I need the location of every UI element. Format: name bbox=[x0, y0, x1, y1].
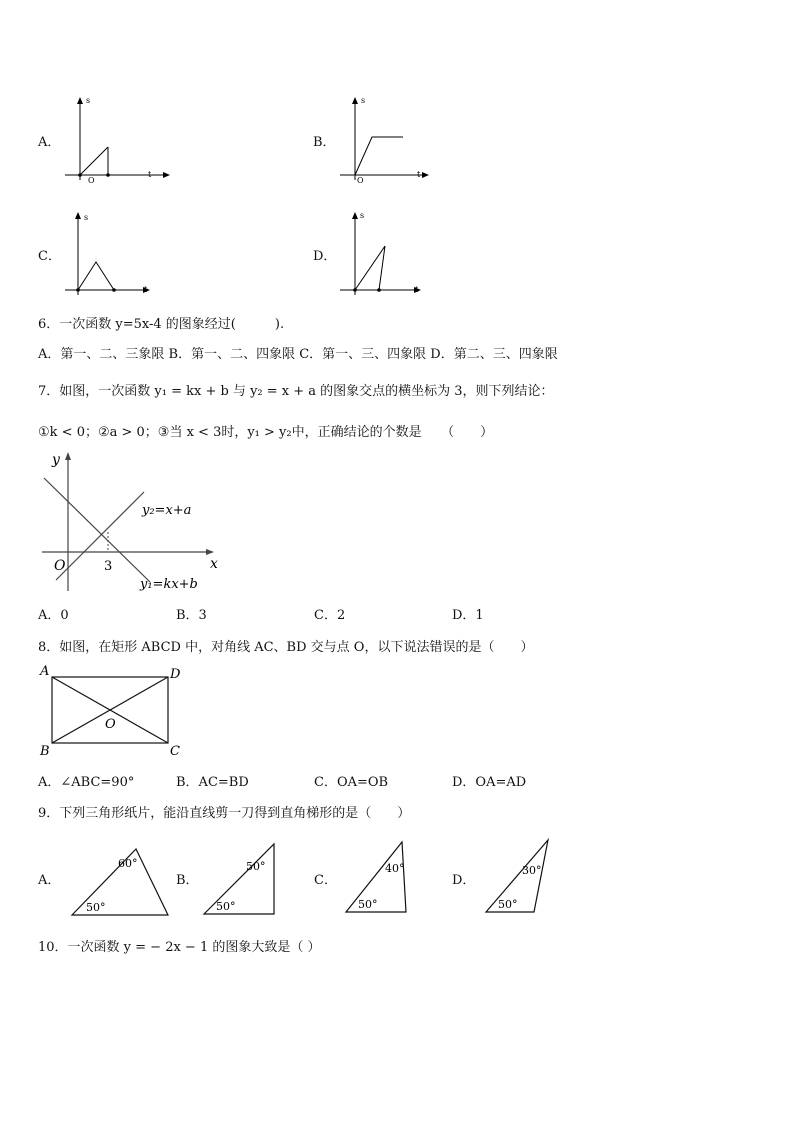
q9-option-d-label: D． bbox=[452, 873, 476, 888]
q7-conditions: ①k < 0；②a > 0；③当 x < 3时，y₁ > y₂中，正确结论的个数是 （ ） bbox=[38, 425, 494, 440]
q10-stem: 10．一次函数 y = − 2x − 1 的图象大致是（ ） bbox=[38, 940, 321, 955]
q5-b-s-label: s bbox=[361, 96, 366, 105]
q9-d-base-angle: 50° bbox=[498, 898, 518, 911]
q9-option-b-label: B． bbox=[176, 873, 199, 888]
q9-d-top-angle: 30° bbox=[522, 864, 542, 877]
q5-c-s-label: s bbox=[84, 213, 89, 222]
q7-line2-label: y₂=x+a bbox=[142, 503, 192, 518]
q7-origin: O bbox=[54, 558, 66, 574]
q7-option-b[interactable]: B．3 bbox=[176, 608, 207, 623]
q5-option-b-label: B． bbox=[313, 135, 336, 150]
q9-stem: 9．下列三角形纸片，能沿直线剪一刀得到直角梯形的是（ ） bbox=[38, 806, 411, 821]
q5-d-s-label: s bbox=[360, 211, 365, 220]
q9-c-top-angle: 40° bbox=[385, 862, 405, 875]
q8-label-o: O bbox=[105, 717, 116, 732]
q8-option-a[interactable]: A．∠ABC=90° bbox=[38, 775, 135, 790]
q5-graph-b[interactable] bbox=[335, 95, 435, 185]
q7-stem: 7．如图，一次函数 y₁ = kx + b 与 y₂ = x + a 的图象交点的横坐标为 3，则下列结论： bbox=[38, 384, 554, 399]
q9-c-base-angle: 50° bbox=[358, 898, 378, 911]
q7-x-label: x bbox=[210, 556, 218, 572]
q5-option-c-label: C． bbox=[38, 249, 61, 264]
q5-a-s-label: s bbox=[86, 96, 91, 105]
q8-label-b: B bbox=[40, 744, 50, 759]
q7-option-a[interactable]: A．0 bbox=[38, 608, 69, 623]
q6-options[interactable]: A．第一、二、三象限 B．第一、二、四象限 C．第一、三、四象限 D．第二、三、四象限 bbox=[38, 347, 558, 362]
q8-option-c[interactable]: C．OA=OB bbox=[314, 775, 389, 790]
q9-b-top-angle: 50° bbox=[246, 860, 266, 873]
q8-stem: 8．如图，在矩形 ABCD 中，对角线 AC、BD 交与点 O，以下说法错误的是（ ） bbox=[38, 640, 534, 655]
q5-b-t-label: t bbox=[417, 170, 421, 179]
q6-stem: 6．一次函数 y=5x-4 的图象经过( ). bbox=[38, 317, 285, 332]
q9-option-a-label: A． bbox=[38, 873, 61, 888]
q8-label-c: C bbox=[170, 744, 180, 759]
q5-a-t-label: t bbox=[148, 170, 152, 179]
q8-label-d: D bbox=[170, 667, 181, 682]
q9-a-base-angle: 50° bbox=[86, 901, 106, 914]
q7-option-d[interactable]: D．1 bbox=[452, 608, 484, 623]
q7-option-c[interactable]: C．2 bbox=[314, 608, 346, 623]
q7-line1-label: y₁=kx+b bbox=[140, 577, 198, 592]
q5-b-origin: O bbox=[357, 176, 364, 185]
q5-d-t-label: t bbox=[415, 285, 419, 294]
q5-option-d-label: D． bbox=[313, 249, 337, 264]
q5-graph-d[interactable] bbox=[335, 210, 435, 300]
q9-triangle-c[interactable] bbox=[342, 838, 414, 918]
q5-c-t-label: t bbox=[144, 285, 148, 294]
q8-option-d[interactable]: D．OA=AD bbox=[452, 775, 527, 790]
q8-label-a: A bbox=[40, 664, 50, 679]
q5-graph-c[interactable] bbox=[60, 210, 160, 300]
q7-graph bbox=[38, 448, 228, 596]
q9-a-top-angle: 60° bbox=[118, 857, 138, 870]
q8-rectangle-figure bbox=[38, 663, 188, 758]
q9-option-c-label: C． bbox=[314, 873, 337, 888]
q9-triangle-d[interactable] bbox=[482, 836, 554, 918]
q7-y-label: y bbox=[52, 452, 60, 468]
q8-option-b[interactable]: B．AC=BD bbox=[176, 775, 249, 790]
q9-triangle-b[interactable] bbox=[200, 840, 290, 920]
q5-a-origin: O bbox=[88, 176, 95, 185]
q9-b-base-angle: 50° bbox=[216, 900, 236, 913]
q5-graph-a[interactable] bbox=[60, 95, 170, 185]
q9-triangle-a[interactable] bbox=[68, 845, 178, 920]
q5-option-a-label: A． bbox=[38, 135, 61, 150]
q7-tick-3: 3 bbox=[104, 559, 113, 574]
